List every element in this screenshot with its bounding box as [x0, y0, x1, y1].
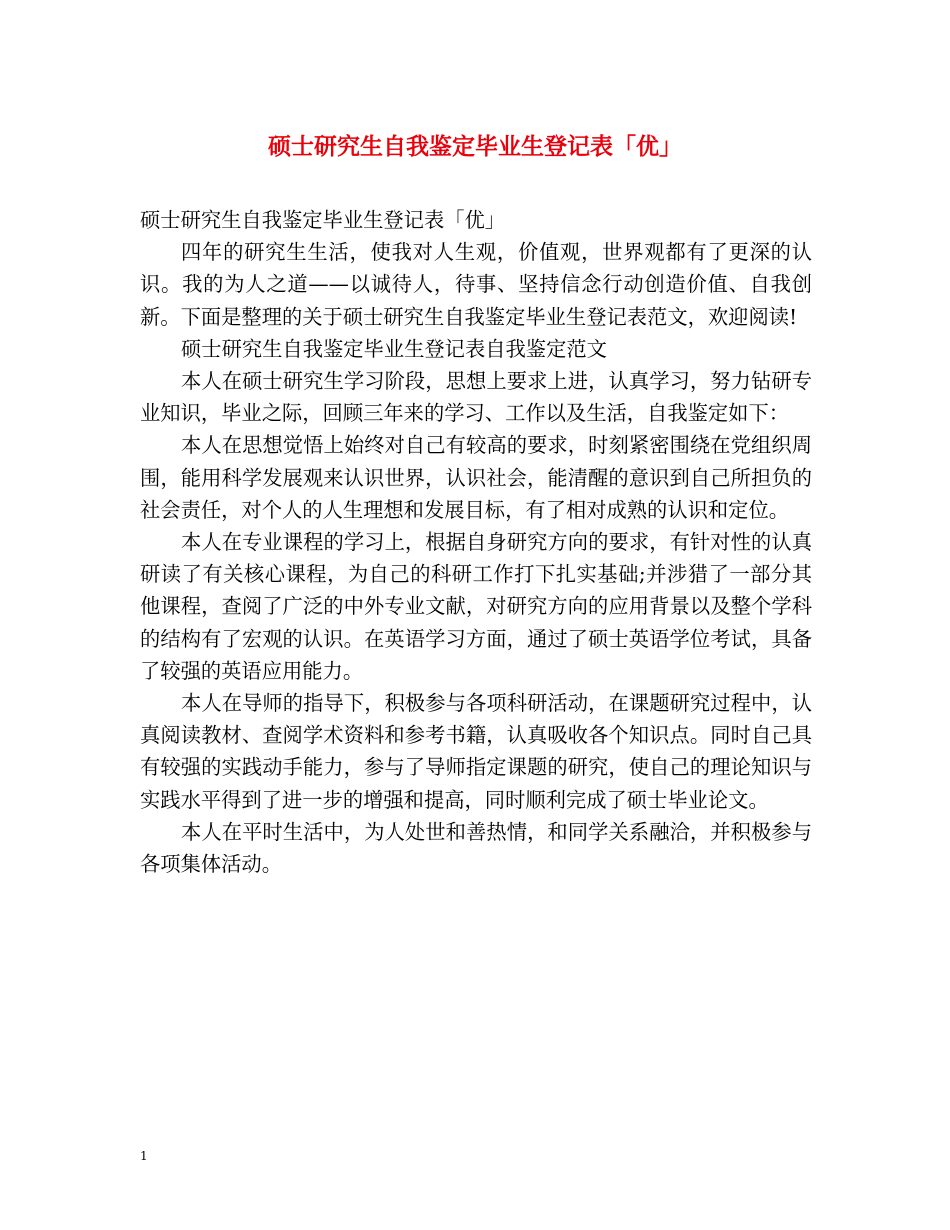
- page-number: 1: [140, 1149, 148, 1163]
- document-body: [140, 204, 812, 880]
- paragraph-heading: 硕士研究生自我鉴定毕业生登记表自我鉴定范文: [181, 336, 607, 361]
- paragraph-life: 本人在平时生活中，为人处世和善热情，和同学关系融洽，并积极参与各项集体活动。: [140, 819, 812, 877]
- paragraph-subtitle: 硕士研究生自我鉴定毕业生登记表「优」: [140, 208, 506, 232]
- paragraph-ideology: 本人在思想觉悟上始终对自己有较高的要求，时刻紧密围绕在党组织周围，能用科学发展观来认识世界，认识社会，能清醒的意识到自己所担负的社会责任，对个人的人生理想和发展目标，有了相对成熟的认识和定位。: [140, 433, 812, 522]
- paragraph-intro: 四年的研究生生活，使我对人生观，价值观，世界观都有了更深的认识。我的为人之道——以诚待人，待事、坚持信念行动创造价值、自我创新。下面是整理的关于硕士研究生自我鉴定毕业生登记表范文，欢迎阅读!: [140, 240, 812, 329]
- paragraph-overview: 本人在硕士研究生学习阶段，思想上要求上进，认真学习，努力钻研专业知识，毕业之际，回顾三年来的学习、工作以及生活，自我鉴定如下：: [140, 369, 812, 426]
- paragraph-coursework: 本人在专业课程的学习上，根据自身研究方向的要求，有针对性的认真研读了有关核心课程，为自己的科研工作打下扎实基础;并涉猎了一部分其他课程，查阅了广泛的中外专业文献，对研究方向的应用背景以及整个学科的结构有了宏观的认识。在英语学习方面，通过了硕士英语学位考试，具备了较强的英语应用能力。: [140, 530, 812, 683]
- paragraph-research: 本人在导师的指导下，积极参与各项科研活动，在课题研究过程中，认真阅读教材、查阅学术资料和参考书籍，认真吸收各个知识点。同时自己具有较强的实践动手能力，参与了导师指定课题的研究，使自己的理论知识与实践水平得到了进一步的增强和提高，同时顺利完成了硕士毕业论文。: [140, 691, 812, 812]
- document-title: 硕士研究生自我鉴定毕业生登记表「优」: [268, 134, 682, 160]
